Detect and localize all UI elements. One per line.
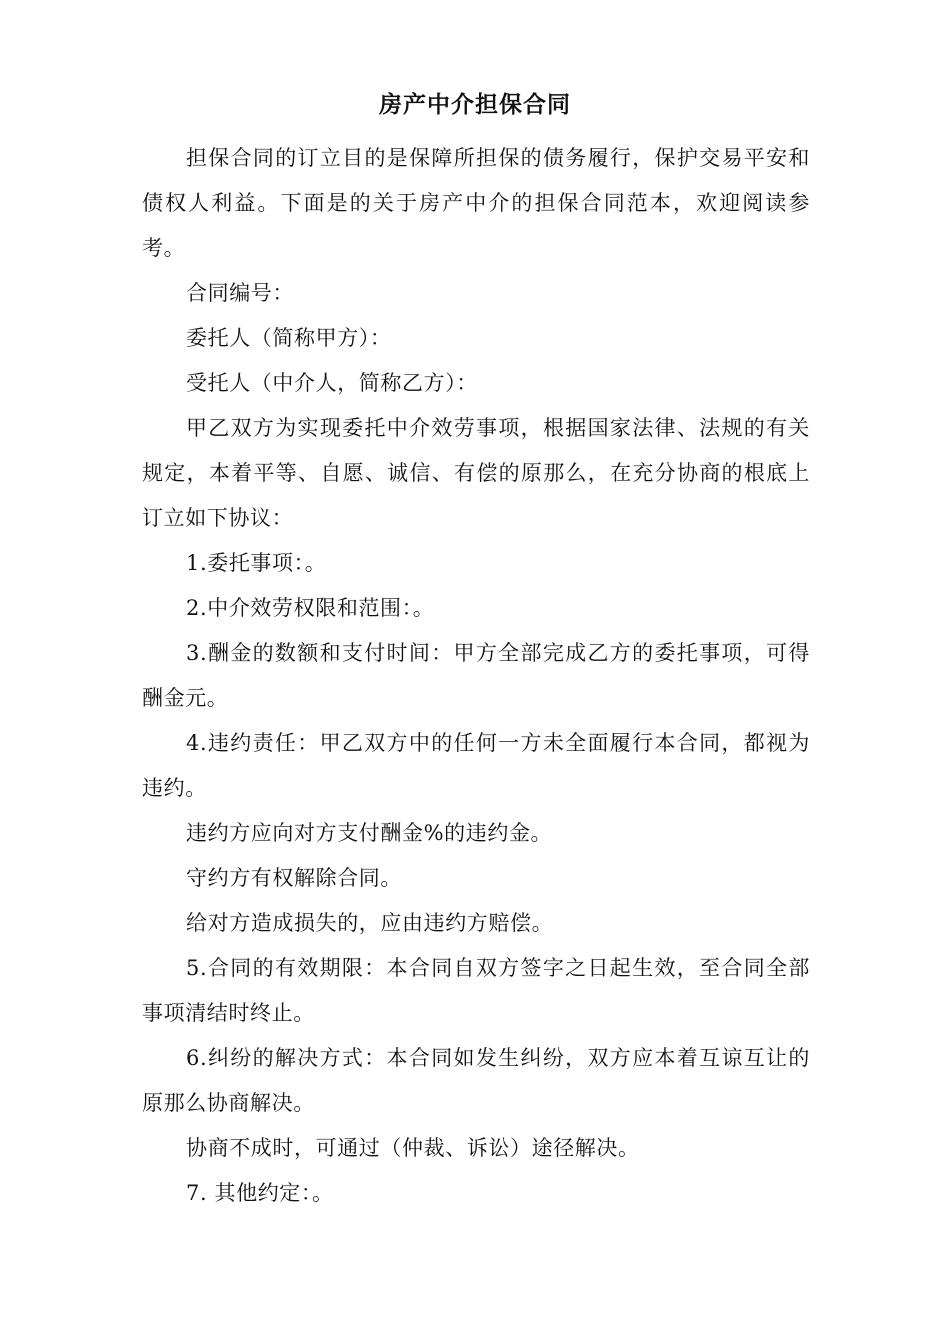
document-body: [142, 136, 810, 1216]
document-title: 房产中介担保合同: [379, 92, 571, 118]
clause-4-penalty: 违约方应向对方支付酬金%的违约金。: [186, 821, 553, 845]
clause-4: 4.违约责任：甲乙双方中的任何一方未全面履行本合同，都视为违约。: [142, 731, 810, 800]
preamble-paragraph: 甲乙双方为实现委托中介效劳事项，根据国家法律、法规的有关规定，本着平等、自愿、诚信、有偿的原那么，在充分协商的根底上订立如下协议：: [142, 416, 810, 530]
clause-4-compensation: 给对方造成损失的，应由违约方赔偿。: [186, 911, 554, 935]
clause-4-termination: 守约方有权解除合同。: [186, 866, 402, 890]
clause-5: 5.合同的有效期限：本合同自双方签字之日起生效，至合同全部事项清结时终止。: [142, 956, 810, 1025]
contract-number-line: 合同编号：: [186, 281, 294, 305]
clause-6: 6.纠纷的解决方式：本合同如发生纠纷，双方应本着互谅互让的原那么协商解决。: [142, 1046, 810, 1115]
agent-party-line: 受托人（中介人，简称乙方）：: [186, 371, 478, 395]
clause-3: 3.酬金的数额和支付时间：甲方全部完成乙方的委托事项，可得酬金元。: [142, 641, 810, 710]
clause-2: 2.中介效劳权限和范围：。: [186, 596, 435, 620]
clause-7: 7. 其他约定：。: [186, 1181, 334, 1205]
clause-1: 1.委托事项：。: [186, 551, 327, 575]
client-party-line: 委托人（简称甲方）：: [186, 326, 392, 350]
clause-6-arbitration: 协商不成时，可通过（仲裁、诉讼）途径解决。: [186, 1136, 640, 1160]
intro-paragraph: 担保合同的订立目的是保障所担保的债务履行，保护交易平安和债权人利益。下面是的关于房产中介的担保合同范本，欢迎阅读参考。: [142, 146, 810, 260]
